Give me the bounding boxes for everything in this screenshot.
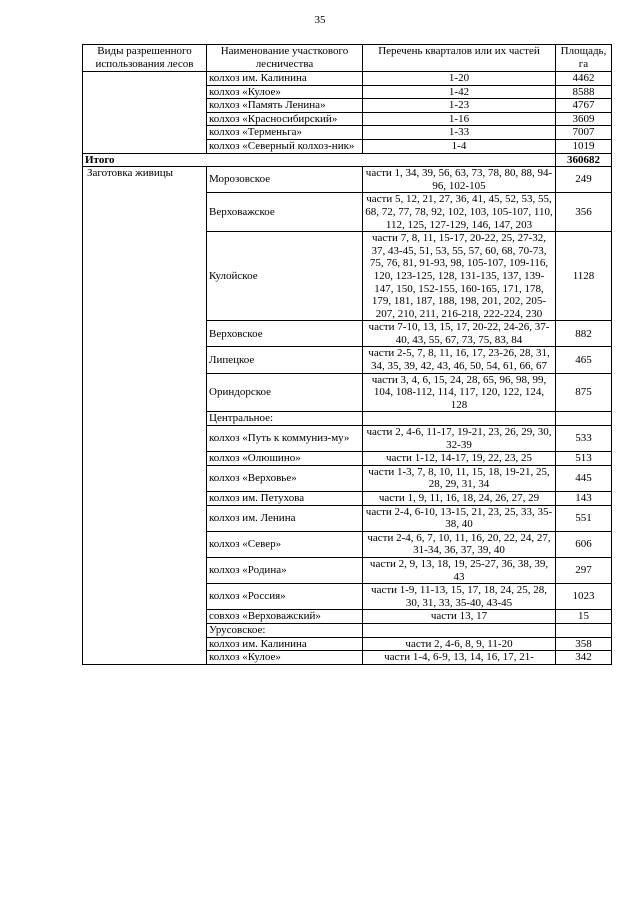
- area-cell: 4462: [556, 72, 612, 86]
- use-type-cell: [83, 412, 207, 426]
- area-cell: 1023: [556, 584, 612, 610]
- quarters-cell: 1-16: [363, 112, 556, 126]
- forestry-name-cell: колхоз «Кулое»: [207, 85, 363, 99]
- area-cell: 465: [556, 347, 612, 373]
- forestry-name-cell: колхоз «Терменьга»: [207, 126, 363, 140]
- forestry-name-cell: Ориндорское: [207, 373, 363, 412]
- area-cell: 1128: [556, 232, 612, 321]
- forestry-name-cell: Верховажское: [207, 193, 363, 232]
- quarters-cell: [363, 412, 556, 426]
- quarters-cell: части 1, 34, 39, 56, 63, 73, 78, 80, 88, 94-96, 102-105: [363, 167, 556, 193]
- table-row: [83, 637, 612, 651]
- quarters-cell: 1-4: [363, 139, 556, 153]
- use-type-cell: [83, 452, 207, 466]
- forestry-name-cell: колхоз им. Ленина: [207, 505, 363, 531]
- forestry-name-cell: Кулойское: [207, 232, 363, 321]
- use-type-cell: Заготовка живицы: [83, 167, 207, 193]
- use-type-cell: [83, 321, 207, 347]
- quarters-cell: 1-23: [363, 99, 556, 113]
- table-row: [83, 412, 612, 426]
- table-row: [83, 373, 612, 412]
- table-row: [83, 623, 612, 637]
- forestry-name-cell: колхоз «Верховье»: [207, 465, 363, 491]
- total-label: Итого: [83, 153, 556, 167]
- table-row: [83, 426, 612, 452]
- forestry-name-cell: Верховское: [207, 321, 363, 347]
- use-type-cell: [83, 139, 207, 153]
- forestry-name-cell: колхоз «Кулое»: [207, 651, 363, 665]
- area-cell: 249: [556, 167, 612, 193]
- forestry-name-cell: Урусовское:: [207, 623, 363, 637]
- use-type-cell: [83, 651, 207, 665]
- header-quarters: Перечень кварталов или их частей: [363, 45, 556, 72]
- area-cell: 8588: [556, 85, 612, 99]
- quarters-cell: части 7-10, 13, 15, 17, 20-22, 24-26, 37-40, 43, 55, 67, 73, 75, 83, 84: [363, 321, 556, 347]
- forestry-name-cell: колхоз «Север»: [207, 531, 363, 557]
- quarters-cell: 1-33: [363, 126, 556, 140]
- header-area: Площадь, га: [556, 45, 612, 72]
- use-type-cell: [83, 126, 207, 140]
- forestry-name-cell: колхоз им. Калинина: [207, 72, 363, 86]
- area-cell: 875: [556, 373, 612, 412]
- forestry-name-cell: Центральное:: [207, 412, 363, 426]
- table-row: [83, 112, 612, 126]
- table-row: [83, 85, 612, 99]
- area-cell: 1019: [556, 139, 612, 153]
- area-cell: 606: [556, 531, 612, 557]
- quarters-cell: 1-42: [363, 85, 556, 99]
- forestry-name-cell: колхоз «Родина»: [207, 557, 363, 583]
- quarters-cell: 1-20: [363, 72, 556, 86]
- table-row: [83, 492, 612, 506]
- area-cell: 7007: [556, 126, 612, 140]
- table-header-row: [83, 45, 612, 72]
- use-type-cell: [83, 112, 207, 126]
- table-row: [83, 465, 612, 491]
- use-type-cell: [83, 610, 207, 624]
- forestry-name-cell: колхоз «Россия»: [207, 584, 363, 610]
- area-cell: [556, 623, 612, 637]
- quarters-cell: части 7, 8, 11, 15-17, 20-22, 25, 27-32, 37, 43-45, 51, 53, 55, 57, 60, 68, 70-73, 75, 76, 81, 91-93, 98, 105-107, 109-116, 120, 123-125, 128, 131-135, 137, 139-147, 150, 152-155, 160-165, 171, 178, 179, 181, 187, 188, 198, 201, 202, 205-207, 210, 211, 216-218, 222-224, 230: [363, 232, 556, 321]
- table-row: [83, 72, 612, 86]
- table-row: [83, 167, 612, 193]
- table-row: [83, 347, 612, 373]
- quarters-cell: части 1-4, 6-9, 13, 14, 16, 17, 21-: [363, 651, 556, 665]
- table-row: [83, 651, 612, 665]
- table-row: [83, 610, 612, 624]
- use-type-cell: [83, 426, 207, 452]
- forestry-name-cell: колхоз «Красносибирский»: [207, 112, 363, 126]
- header-use-type: Виды разрешенного использования лесов: [83, 45, 207, 72]
- quarters-cell: части 2-4, 6, 7, 10, 11, 16, 20, 22, 24, 27, 31-34, 36, 37, 39, 40: [363, 531, 556, 557]
- area-cell: 143: [556, 492, 612, 506]
- quarters-cell: части 13, 17: [363, 610, 556, 624]
- quarters-cell: части 2, 4-6, 8, 9, 11-20: [363, 637, 556, 651]
- area-cell: 445: [556, 465, 612, 491]
- table-row: [83, 505, 612, 531]
- area-cell: 297: [556, 557, 612, 583]
- use-type-cell: [83, 505, 207, 531]
- area-cell: 533: [556, 426, 612, 452]
- forestry-name-cell: Морозовское: [207, 167, 363, 193]
- area-cell: 513: [556, 452, 612, 466]
- table-row: [83, 99, 612, 113]
- use-type-cell: [83, 637, 207, 651]
- use-type-cell: [83, 347, 207, 373]
- forestry-name-cell: колхоз «Память Ленина»: [207, 99, 363, 113]
- forestry-name-cell: совхоз «Верховажский»: [207, 610, 363, 624]
- area-cell: 3609: [556, 112, 612, 126]
- forestry-name-cell: колхоз «Северный колхоз-ник»: [207, 139, 363, 153]
- area-cell: 4767: [556, 99, 612, 113]
- table-row: [83, 126, 612, 140]
- table-row: [83, 452, 612, 466]
- use-type-cell: [83, 623, 207, 637]
- area-cell: 356: [556, 193, 612, 232]
- use-type-cell: [83, 72, 207, 86]
- area-cell: 15: [556, 610, 612, 624]
- forestry-name-cell: колхоз «Олюшино»: [207, 452, 363, 466]
- area-cell: 342: [556, 651, 612, 665]
- quarters-cell: части 3, 4, 6, 15, 24, 28, 65, 96, 98, 99, 104, 108-112, 114, 117, 120, 122, 124, 128: [363, 373, 556, 412]
- page-number: 35: [314, 14, 326, 26]
- table-row: [83, 584, 612, 610]
- area-cell: [556, 412, 612, 426]
- header-forestry-name: Наименование участкового лесничества: [207, 45, 363, 72]
- forestry-name-cell: колхоз им. Калинина: [207, 637, 363, 651]
- use-type-cell: [83, 465, 207, 491]
- table-row: [83, 139, 612, 153]
- total-area: 360682: [556, 153, 612, 167]
- quarters-cell: части 1-3, 7, 8, 10, 11, 15, 18, 19-21, 25, 28, 29, 31, 34: [363, 465, 556, 491]
- quarters-cell: части 2, 9, 13, 18, 19, 25-27, 36, 38, 39, 43: [363, 557, 556, 583]
- area-cell: 358: [556, 637, 612, 651]
- use-type-cell: [83, 557, 207, 583]
- forest-use-table: [82, 44, 612, 665]
- quarters-cell: [363, 623, 556, 637]
- use-type-cell: [83, 99, 207, 113]
- forestry-name-cell: колхоз им. Петухова: [207, 492, 363, 506]
- total-row: [83, 153, 612, 167]
- quarters-cell: части 5, 12, 21, 27, 36, 41, 45, 52, 53, 55, 68, 72, 77, 78, 92, 102, 103, 105-107, 110, 112, 125, 127-129, 146, 147, 203: [363, 193, 556, 232]
- forestry-name-cell: Липецкое: [207, 347, 363, 373]
- quarters-cell: части 1-9, 11-13, 15, 17, 18, 24, 25, 28, 30, 31, 33, 35-40, 43-45: [363, 584, 556, 610]
- use-type-cell: [83, 232, 207, 321]
- use-type-cell: [83, 193, 207, 232]
- quarters-cell: части 1, 9, 11, 16, 18, 24, 26, 27, 29: [363, 492, 556, 506]
- forestry-name-cell: колхоз «Путь к коммуниз-му»: [207, 426, 363, 452]
- quarters-cell: части 1-12, 14-17, 19, 22, 23, 25: [363, 452, 556, 466]
- quarters-cell: части 2-5, 7, 8, 11, 16, 17, 23-26, 28, 31, 34, 35, 39, 42, 43, 46, 50, 54, 61, 66, 67: [363, 347, 556, 373]
- use-type-cell: [83, 85, 207, 99]
- quarters-cell: части 2-4, 6-10, 13-15, 21, 23, 25, 33, 35-38, 40: [363, 505, 556, 531]
- table-row: [83, 232, 612, 321]
- table-row: [83, 321, 612, 347]
- use-type-cell: [83, 584, 207, 610]
- area-cell: 882: [556, 321, 612, 347]
- area-cell: 551: [556, 505, 612, 531]
- use-type-cell: [83, 492, 207, 506]
- table-row: [83, 557, 612, 583]
- table-row: [83, 531, 612, 557]
- use-type-cell: [83, 373, 207, 412]
- use-type-cell: [83, 531, 207, 557]
- quarters-cell: части 2, 4-6, 11-17, 19-21, 23, 26, 29, 30, 32-39: [363, 426, 556, 452]
- table-row: [83, 193, 612, 232]
